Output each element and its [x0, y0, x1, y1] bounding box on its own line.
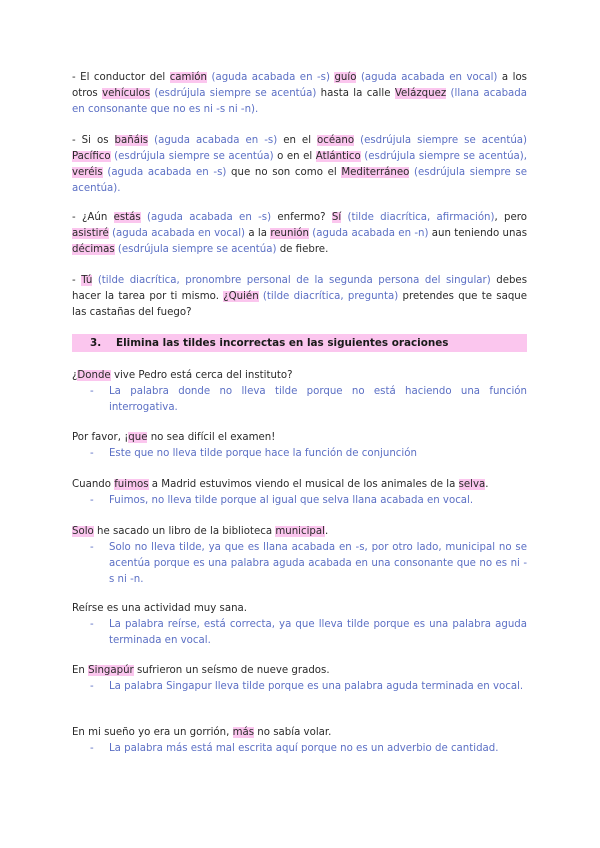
explanation-text: La palabra Singapur lleva tilde porque es una palabra aguda terminada en vocal. [109, 681, 524, 692]
exercise-sentence-5 [72, 601, 527, 617]
text-segment: no sabía volar. [254, 727, 332, 738]
text-segment: que no son como el [226, 167, 342, 178]
text-segment: - El conductor del [72, 72, 170, 83]
text-segment: a Madrid estuvimos viendo el musical de los animales de la [148, 479, 459, 490]
text-segment: ¿ [72, 370, 78, 381]
explanation-1 [90, 384, 527, 416]
explanation-2 [90, 446, 527, 462]
text-segment: Reírse es una actividad muy sana. [72, 603, 248, 614]
text-segment: he sacado un libro de la biblioteca [93, 526, 276, 537]
bullet-dash: - [90, 495, 94, 506]
highlighted-word: que [128, 432, 148, 443]
explanation-text: La palabra más está mal escrita aquí porque no es un adverbio de cantidad. [109, 743, 499, 754]
answer-paragraph-2 [72, 133, 527, 197]
explanation-5 [90, 617, 527, 649]
bullet-dash: - [90, 743, 94, 754]
explanation-text: Este que no lleva tilde porque hace la función de conjunción [109, 448, 417, 459]
highlighted-word: Pacífico [72, 151, 111, 162]
answer-paragraph-1 [72, 70, 527, 118]
section-heading [72, 334, 527, 352]
bullet-dash: - [90, 619, 94, 630]
highlighted-word: Tú [81, 275, 93, 286]
highlighted-word: Velázquez [394, 88, 447, 99]
accent-note: (aguda acabada en -s) [102, 167, 227, 178]
explanation-6 [90, 679, 527, 695]
highlighted-word: reunión [270, 228, 309, 239]
accent-note: (aguda acabada en vocal) [356, 72, 498, 83]
text-segment: debes hacer la tarea por ti mismo. [72, 275, 527, 302]
accent-note: (tilde diacrítica, afirmación) [341, 212, 495, 223]
highlighted-word: Donde [77, 370, 111, 381]
text-segment: Cuando [72, 479, 115, 490]
accent-note: (esdrújula siempre se acentúa) [114, 244, 277, 255]
bullet-dash: - [90, 448, 94, 459]
exercise-sentence-2 [72, 430, 527, 446]
text-segment: vive Pedro está cerca del instituto? [110, 370, 293, 381]
explanation-text: Solo no lleva tilde, ya que es llana acabada en -s, por otro lado, municipal no se acentúa porque es una palabra aguda acabada en una consonante que no es ni -s ni -n. [109, 542, 527, 585]
highlighted-word: océano [317, 135, 355, 146]
accent-note: (esdrújula siempre se acentúa), [360, 151, 527, 162]
highlighted-word: más [232, 727, 255, 738]
exercise-sentence-1 [72, 368, 527, 384]
accent-note: (tilde diacrítica, pregunta) [258, 291, 399, 302]
text-segment: . [324, 526, 329, 537]
accent-note: (esdrújula siempre se acentúa) [354, 135, 527, 146]
text-segment: enfermo? [271, 212, 332, 223]
text-segment: en el [277, 135, 318, 146]
highlighted-word: décimas [72, 244, 115, 255]
highlighted-word: Singapúr [88, 665, 134, 676]
highlighted-word: Sí [331, 212, 342, 223]
text-segment: - ¿Aún [72, 212, 114, 223]
explanation-3 [90, 493, 527, 509]
bullet-dash: - [90, 681, 94, 692]
text-segment: Por favor, ¡ [72, 432, 129, 443]
text-segment: pretendes que te saque las castañas del fuego? [72, 291, 528, 318]
accent-note: (esdrújula siempre se acentúa). [72, 167, 527, 194]
highlighted-word: ¿Quién [223, 291, 259, 302]
accent-note: (aguda acabada en -s) [206, 72, 335, 83]
highlighted-word: Atlántico [315, 151, 361, 162]
accent-note: (llana acabada en consonante que no es ni -s ni -n). [72, 88, 527, 115]
explanation-text: Fuimos, no lleva tilde porque al igual que selva llana acabada en vocal. [109, 495, 474, 506]
highlighted-word: bañáis [114, 135, 149, 146]
highlighted-word: vehículos [102, 88, 151, 99]
bullet-dash: - [90, 386, 94, 397]
text-segment: sufrieron un seísmo de nueve grados. [133, 665, 330, 676]
answer-paragraph-3 [72, 210, 527, 258]
explanation-text: La palabra donde no lleva tilde porque no está haciendo una función interrogativa. [109, 386, 527, 413]
highlighted-word: selva [458, 479, 486, 490]
accent-note: (aguda acabada en vocal) [108, 228, 246, 239]
text-segment: , pero [494, 212, 527, 223]
accent-note: (aguda acabada en -s) [148, 135, 278, 146]
text-segment: a la [245, 228, 271, 239]
highlighted-word: Mediterráneo [341, 167, 410, 178]
exercise-sentence-7 [72, 725, 527, 741]
text-segment: a los otros [72, 72, 527, 99]
accent-note: (esdrújula siempre se acentúa) [110, 151, 274, 162]
explanation-4 [90, 540, 527, 588]
accent-note: (tilde diacrítica, pronombre personal de la segunda persona del singular) [92, 275, 491, 286]
text-segment: hasta la calle [316, 88, 395, 99]
exercise-sentence-6 [72, 663, 527, 679]
section-number: 3. [90, 337, 102, 349]
explanation-text: La palabra reírse, está correcta, ya que lleva tilde porque es una palabra aguda terminada en vocal. [109, 619, 527, 646]
text-segment: - Si os [72, 135, 115, 146]
section-title: Elimina las tildes incorrectas en las siguientes oraciones [116, 337, 449, 349]
text-segment: En mi sueño yo era un gorrión, [72, 727, 233, 738]
text-segment: - [72, 275, 82, 286]
accent-note: (aguda acabada en -s) [140, 212, 272, 223]
exercise-sentence-4 [72, 524, 527, 540]
highlighted-word: municipal [275, 526, 325, 537]
exercise-sentence-3 [72, 477, 527, 493]
highlighted-word: Solo [72, 526, 94, 537]
highlighted-word: fuimos [114, 479, 149, 490]
text-segment: de fiebre. [276, 244, 329, 255]
answer-paragraph-4 [72, 273, 527, 321]
highlighted-word: estás [113, 212, 141, 223]
text-segment: o en el [273, 151, 316, 162]
text-segment: aun teniendo unas [428, 228, 528, 239]
bullet-dash: - [90, 542, 94, 553]
explanation-7 [90, 741, 527, 757]
text-segment: En [72, 665, 89, 676]
highlighted-word: veréis [72, 167, 103, 178]
text-segment: . [485, 479, 489, 490]
text-segment: no sea difícil el examen! [147, 432, 276, 443]
highlighted-word: camión [169, 72, 207, 83]
accent-note: (esdrújula siempre se acentúa) [150, 88, 317, 99]
highlighted-word: asistiré [72, 228, 109, 239]
accent-note: (aguda acabada en -n) [308, 228, 429, 239]
highlighted-word: guío [334, 72, 357, 83]
